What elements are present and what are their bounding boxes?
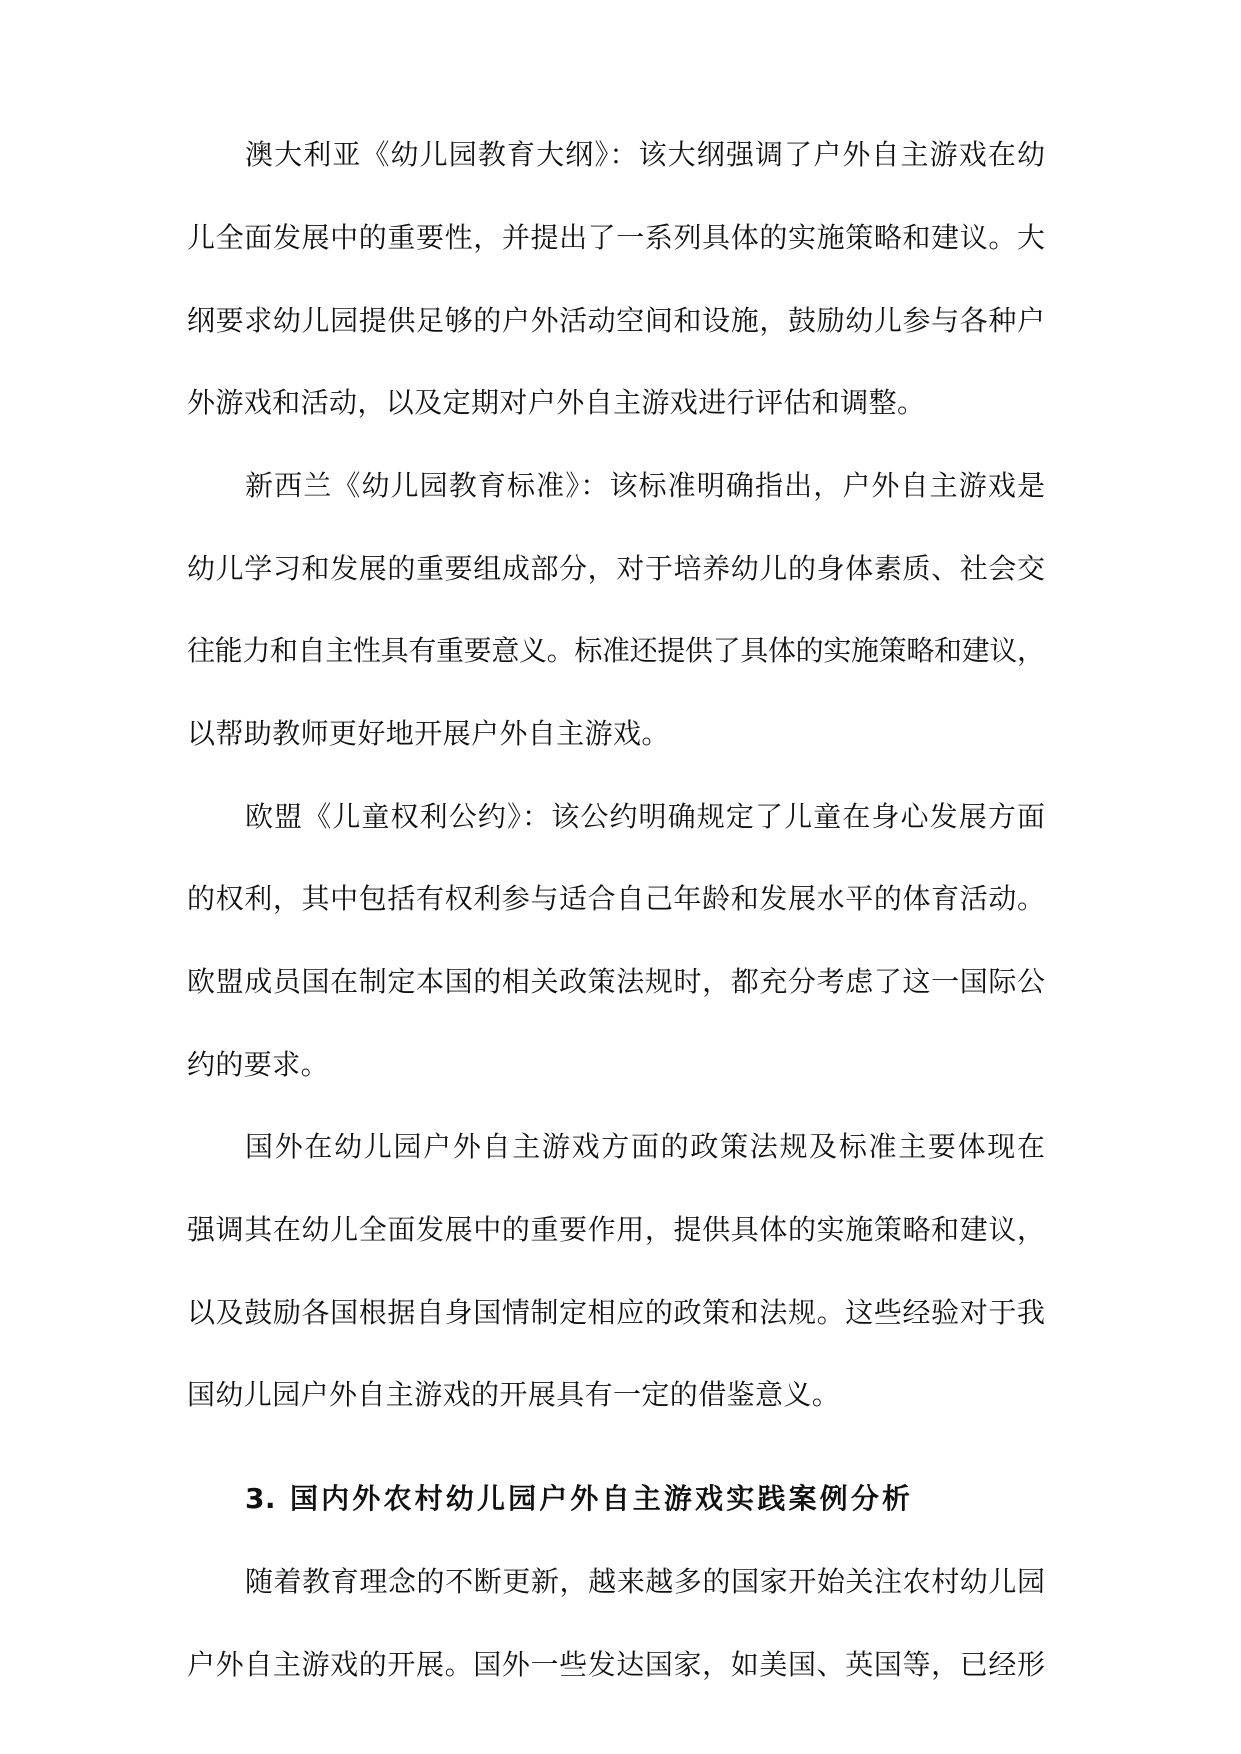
paragraph-1-line-2: 儿全面发展中的重要性，并提出了一系列具体的实施策略和建议。大 <box>187 221 1046 254</box>
paragraph-3-line-3: 欧盟成员国在制定本国的相关政策法规时，都充分考虑了这一国际公 <box>187 965 1046 998</box>
section-heading-title: 国内外农村幼儿园户外自主游戏实践案例分析 <box>290 1482 914 1515</box>
paragraph-3-line-4: 约的要求。 <box>187 1048 330 1081</box>
section-heading-number: 3. <box>245 1482 276 1515</box>
paragraph-1-line-3: 纲要求幼儿园提供足够的户外活动空间和设施，鼓励幼儿参与各种户 <box>187 304 1046 337</box>
paragraph-2-line-4: 以帮助教师更好地开展户外自主游戏。 <box>187 717 670 750</box>
paragraph-4-line-4: 国幼儿园户外自主游戏的开展具有一定的借鉴意义。 <box>187 1378 841 1411</box>
paragraph-4-line-1: 国外在幼儿园户外自主游戏方面的政策法规及标准主要体现在 <box>245 1130 1047 1163</box>
paragraph-1-line-4: 外游戏和活动，以及定期对户外自主游戏进行评估和调整。 <box>187 386 926 419</box>
paragraph-2-line-2: 幼儿学习和发展的重要组成部分，对于培养幼儿的身体素质、社会交 <box>187 552 1046 585</box>
final-paragraph-line-2: 户外自主游戏的开展。国外一些发达国家，如美国、英国等，已经形 <box>187 1648 1046 1681</box>
paragraph-1-line-1: 澳大利亚《幼儿园教育大纲》：该大纲强调了户外自主游戏在幼 <box>245 138 1047 171</box>
paragraph-3-line-1: 欧盟《儿童权利公约》：该公约明确规定了儿童在身心发展方面 <box>245 800 1047 833</box>
paragraph-4-line-3: 以及鼓励各国根据自身国情制定相应的政策和法规。这些经验对于我 <box>187 1296 1046 1329</box>
paragraph-4-line-2: 强调其在幼儿全面发展中的重要作用，提供具体的实施策略和建议， <box>187 1213 1046 1246</box>
paragraph-2-line-1: 新西兰《幼儿园教育标准》：该标准明确指出，户外自主游戏是 <box>245 469 1047 502</box>
paragraph-3-line-2: 的权利，其中包括有权利参与适合自己年龄和发展水平的体育活动。 <box>187 882 1046 915</box>
paragraph-2-line-3: 往能力和自主性具有重要意义。标准还提供了具体的实施策略和建议， <box>187 634 1045 667</box>
final-paragraph-line-1: 随着教育理念的不断更新，越来越多的国家开始关注农村幼儿园 <box>245 1565 1046 1598</box>
